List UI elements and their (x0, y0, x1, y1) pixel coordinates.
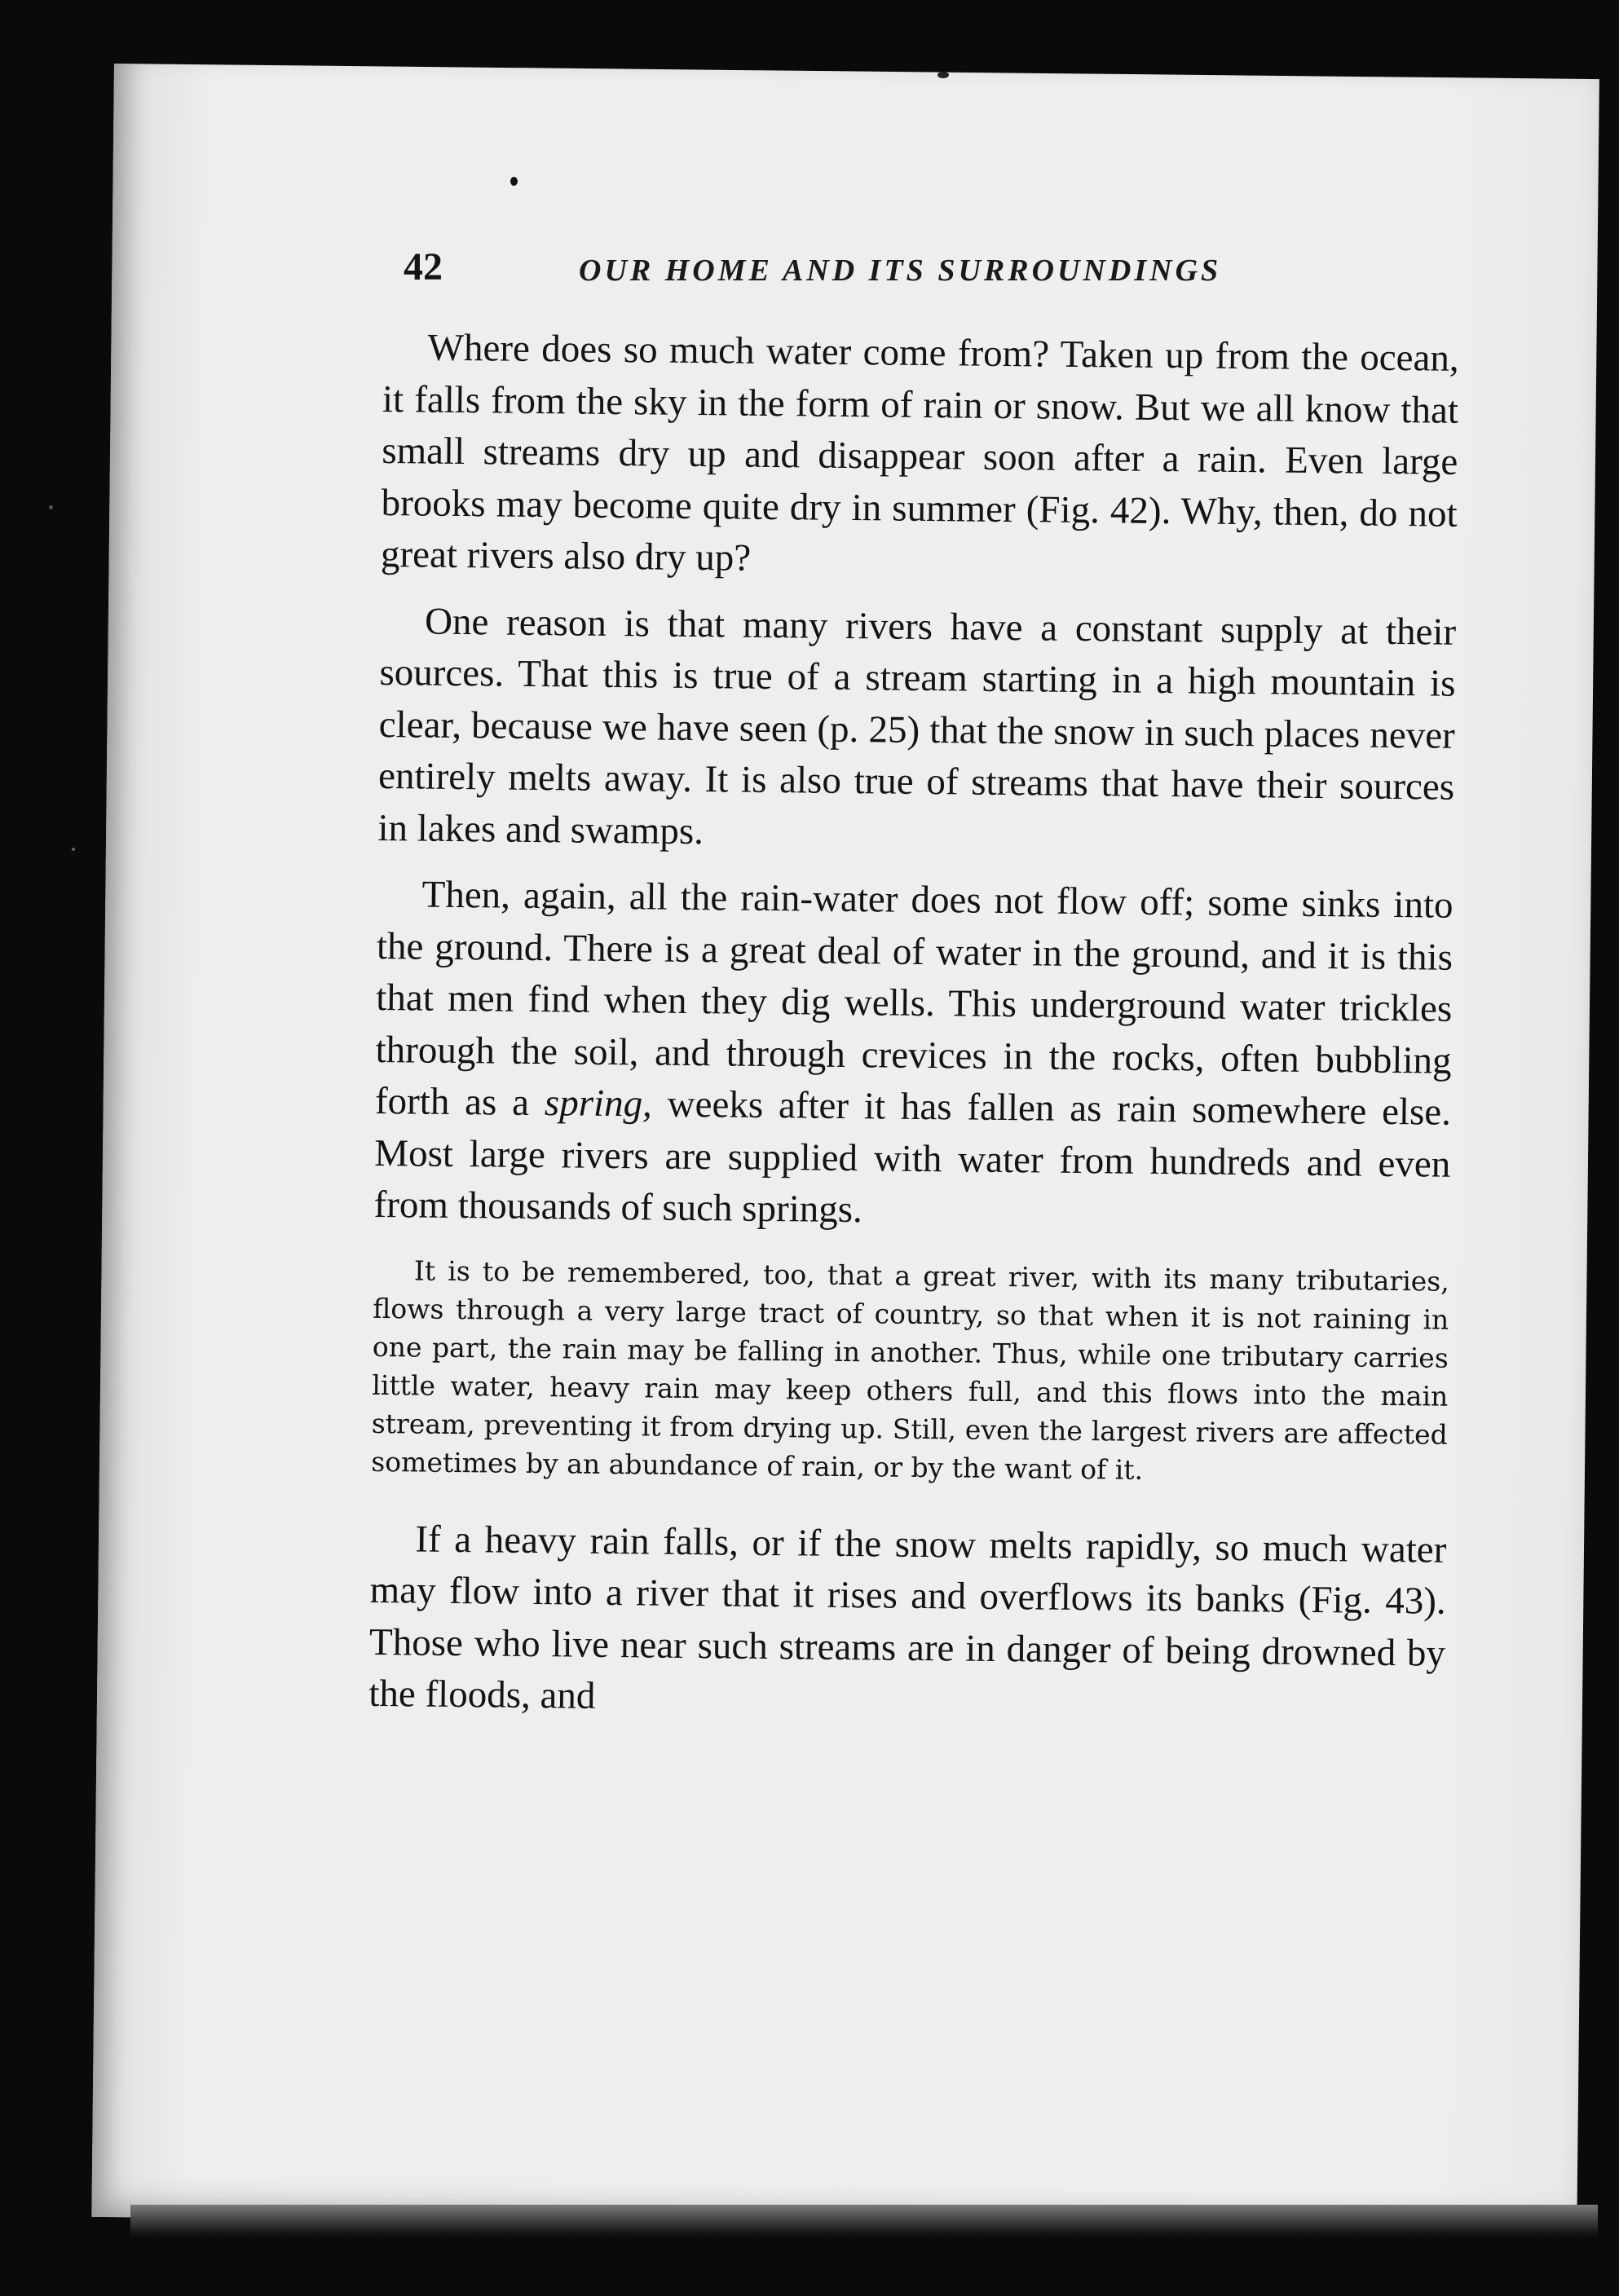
page-number: 42 (404, 245, 443, 289)
running-head: OUR HOME AND ITS SURROUNDINGS (579, 253, 1222, 288)
page-body (368, 322, 1459, 1746)
page-bottom-edge (130, 2205, 1598, 2237)
ink-speck (937, 72, 949, 78)
paragraph: One reason is that many rivers have a constant supply at their sources. That this is true of a stream starting in a high mountain is clear, because we have seen (p. 25) that the snow in such places never entirely melts away. It is also true of streams that have their sources in lakes and swamps. (377, 600, 1457, 853)
italic-term: spring, (544, 1082, 653, 1126)
paragraph: If a heavy rain falls, or if the snow melts rapidly, so much water may flow into a river that it rises and overflows its banks (Fig. 43). Those who live near such streams are in danger of being drowned by the floods, and (368, 1517, 1447, 1717)
paragraph: Where does so much water come from? Taken up from the ocean, it falls from the sky in the form of rain or snow. But we all know that small streams dry up and disappear soon after a rain. Even large brooks may become quite dry in summer (Fig. 42). Why, then, do not great rivers also dry up? (380, 326, 1459, 580)
ink-speck (49, 505, 53, 509)
paragraph-text: Then, again, all the rain-water does not flow off; some sinks into the ground. There is a great deal of water in the ground, and it is this that men find when they dig wells. This underground water trickles through the soil, and through crevices in the rocks, often bubbling forth as a (374, 873, 1454, 1124)
paragraph-text: weeks after it has fallen as rain somewhere else. Most large rivers are supplied with water from hundreds and even from thousands of such springs. (373, 1082, 1452, 1232)
small-print-note: It is to be remembered, too, that a great river, with its many tributaries, flows through a very large tract of country, so that when it is not raining in one part, the rain may be falling in another. Thus, while one tributary carries little water, heavy rain may keep others full, and this flows into the main stream, preventing it from drying up. Still, even the largest rivers are affected sometimes by an abundance of rain, or by the want of it. (371, 1254, 1449, 1486)
paragraph (373, 869, 1454, 1242)
ink-speck (510, 177, 518, 186)
ink-speck (72, 848, 75, 851)
page-header (404, 245, 1463, 302)
